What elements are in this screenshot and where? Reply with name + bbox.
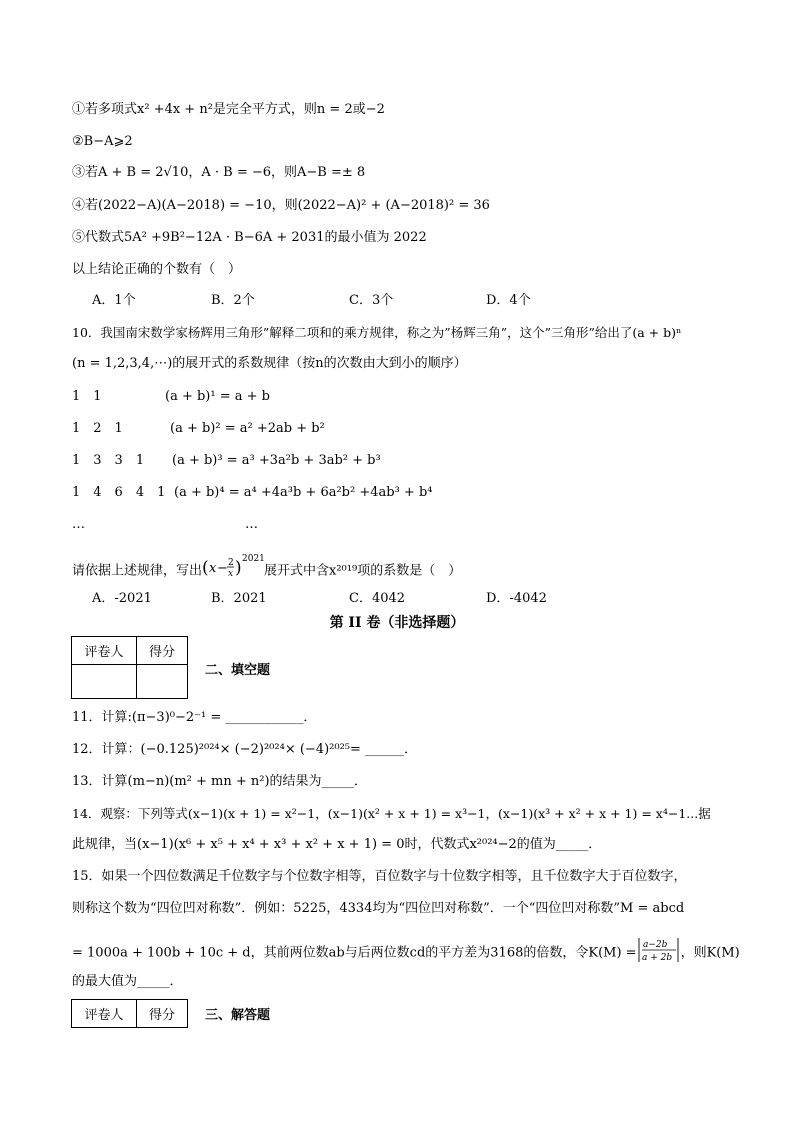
q15-line3 [72,935,740,971]
svg-text:2021: 2021 [242,554,265,564]
binomial-formula-graphic [202,553,264,583]
triangle-row-3-expansion: (a + b)³ = a³ +3a²b + 3ab² + b³ [172,453,381,468]
q11: 11．计算:(π−3)⁰−2⁻¹ = ____________． [72,710,317,725]
svg-text:(: ( [202,558,209,578]
q14-line2: 此规律，当(x−1)(x⁶ + x⁵ + x⁴ + x³ + x² + x + 1) = 0时，代数式x²⁰²⁴−2的值为_____． [72,837,602,852]
triangle-row-ellipsis-right: … [245,517,258,532]
q12: 12．计算：(−0.125)²⁰²⁴× (−2)²⁰²⁴× (−4)²⁰²⁵= ______． [72,742,418,757]
binomial-expression [202,553,264,589]
q10-prompt-post: 展开式中含x²⁰¹⁹项的系数是（ ） [264,563,462,579]
statement-4: ④若(2022−A)(A−2018) = −10，则(2022−A)² + (A−2018)² = 36 [72,198,490,213]
q15-line2: 则称这个数为“四位凹对称数”．例如：5225，4334均为“四位凹对称数”．一个“四位凹对称数”M = abcd [72,901,685,916]
q10-option-a[interactable]: A．-2021 [92,591,152,606]
q10-prompt-pre: 请依据上述规律，写出 [72,563,203,579]
q15-line1: 15．如果一个四位数满足千位数字与个位数字相等，百位数字与十位数字相等，且千位数字大于百位数字， [72,869,687,884]
statement-2: ②B−A⩾2 [72,134,133,149]
score-header: 得分 [137,637,188,665]
section-2-title: 第 II 卷（非选择题） [329,615,465,631]
section-3-label: 三、解答题 [205,1008,271,1023]
svg-text:−: − [217,561,228,576]
triangle-row-2-coefficients: 1 2 1 [72,421,123,436]
score-table-2 [71,999,188,1028]
triangle-row-4-expansion: (a + b)⁴ = a⁴ +4a³b + 6a²b² +4ab³ + b⁴ [174,485,433,500]
q9-option-a[interactable]: A．1个 [92,293,136,308]
svg-text:a−2b: a−2b [642,940,667,950]
svg-text:x: x [228,569,234,579]
q10-question [72,553,461,589]
svg-text:a + 2b: a + 2b [641,953,672,963]
svg-text:x: x [209,561,217,576]
q15-line3-text: = 1000a + 100b + 10c + d，其前两位数ab与后两位数cd的平方差为3168的倍数，令K(M) = [72,945,637,961]
q9-option-b[interactable]: B．2个 [211,293,255,308]
grader-header-2: 评卷人 [72,1000,137,1028]
q14-line1: 14．观察：下列等式(x−1)(x + 1) = x²−1，(x−1)(x² + x + 1) = x³−1，(x−1)(x³ + x² + x + 1) = x⁴−1...据 [72,806,711,821]
q13: 13．计算(m−n)(m² + mn + n²)的结果为_____． [72,774,368,789]
score-cell[interactable] [137,665,188,699]
q9-option-c[interactable]: C．3个 [349,293,394,308]
q15-line4: 的最大值为_____． [72,974,183,989]
k-formula [637,935,681,971]
q9-option-d[interactable]: D．4个 [486,293,531,308]
q10-option-b[interactable]: B．2021 [211,591,267,606]
q10-line1: 10．我国南宋数学家杨辉用三角形”解释二项和的乘方规律，称之为”杨辉三角”，这个”三角形”给出了(a + b)ⁿ [72,325,682,340]
triangle-row-ellipsis-left: … [72,517,85,532]
statement-3: ③若A + B = 2√10，A · B = −6，则A−B =± 8 [72,165,366,180]
svg-text:2: 2 [228,558,234,568]
triangle-row-3-coefficients: 1 3 3 1 [72,453,145,468]
q10-line2: (n = 1,2,3,4,⋯)的展开式的系数规律（按n的次数由大到小的顺序） [72,356,467,371]
grader-header: 评卷人 [72,637,137,665]
statement-5: ⑤代数式5A² +9B²−12A · B−6A + 2031的最小值为 2022 [72,230,427,245]
triangle-row-4-coefficients: 1 4 6 4 1 [72,485,166,500]
q9-question: 以上结论正确的个数有（ ） [72,262,242,277]
statement-1: ①若多项式x² +4x + n²是完全平方式，则n = 2或−2 [72,102,385,117]
k-formula-graphic [637,935,681,965]
q15-line3-end: ，则K(M) [680,945,740,961]
triangle-row-2-expansion: (a + b)² = a² +2ab + b² [170,421,325,436]
triangle-row-1-expansion: (a + b)¹ = a + b [165,389,270,404]
score-header-2: 得分 [137,1000,188,1028]
grader-cell[interactable] [72,665,137,699]
section-2-label: 二、填空题 [205,663,271,678]
score-table-1 [71,636,188,699]
svg-text:): ) [235,558,242,578]
triangle-row-1-coefficients: 1 1 [72,389,102,404]
q10-option-c[interactable]: C．4042 [349,591,406,606]
q10-option-d[interactable]: D．-4042 [486,591,547,606]
